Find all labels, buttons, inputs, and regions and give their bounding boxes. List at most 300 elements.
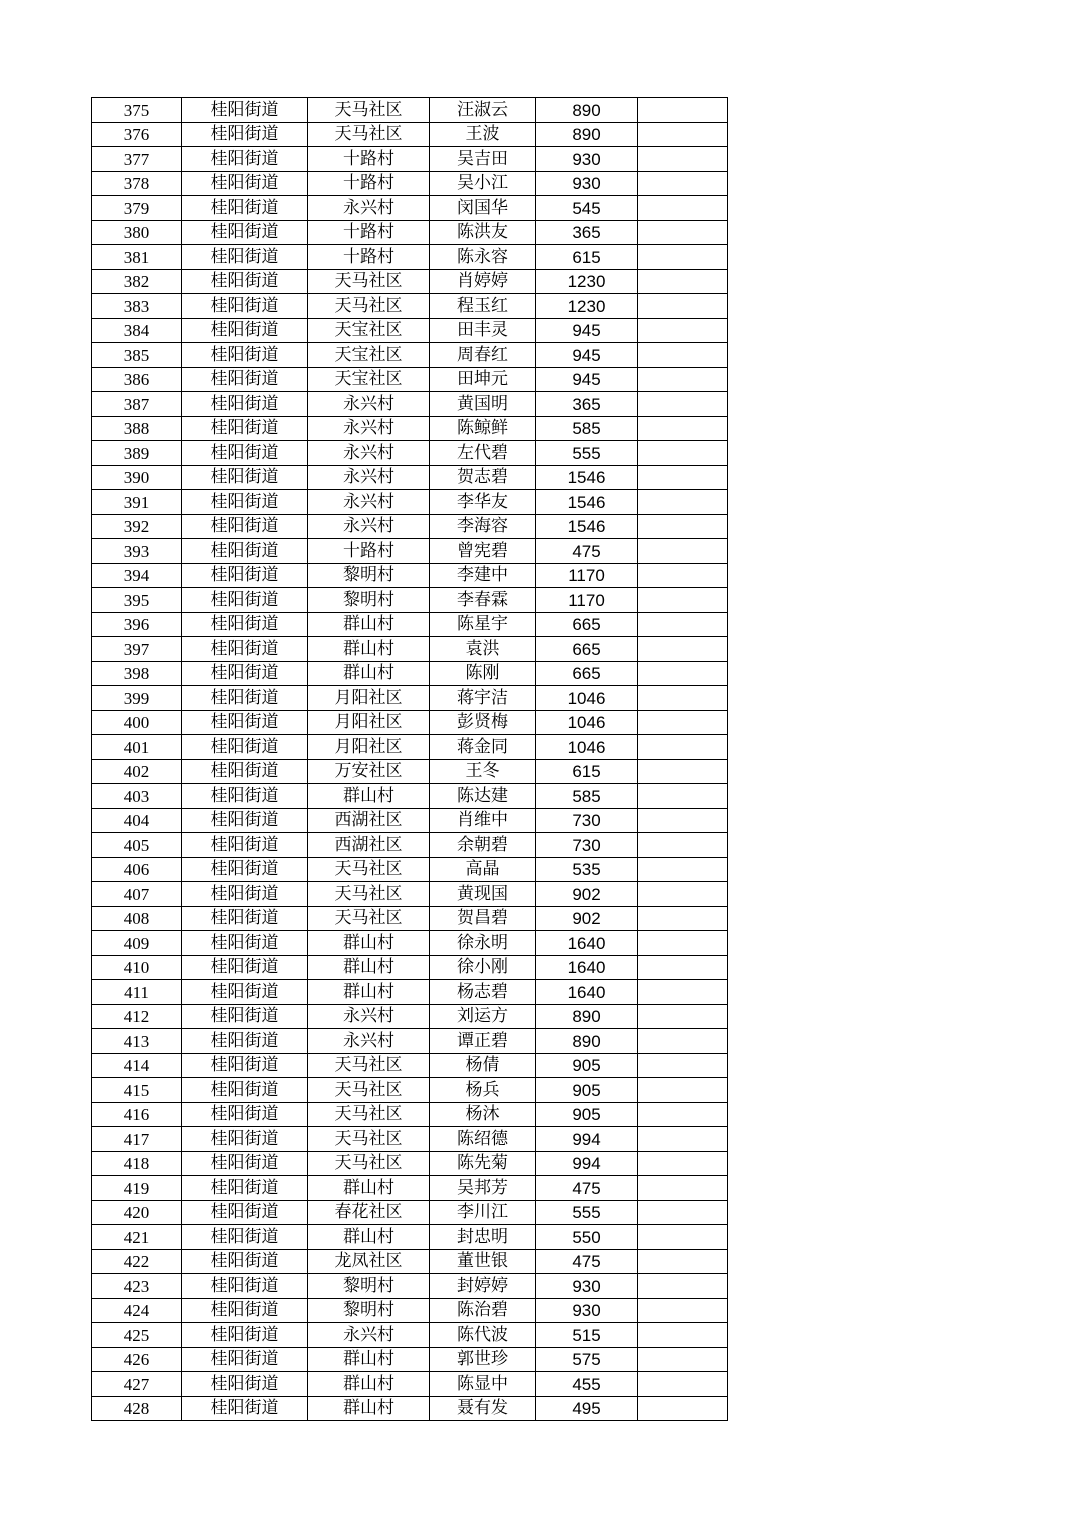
name-cell: 贺昌碧 [430, 906, 536, 931]
row-number-cell: 408 [92, 906, 182, 931]
name-cell: 李春霖 [430, 588, 536, 613]
amount-cell: 535 [536, 857, 638, 882]
street-cell: 桂阳街道 [182, 1347, 308, 1372]
table-row [92, 220, 728, 245]
name-cell: 程玉红 [430, 294, 536, 319]
remark-cell [638, 980, 728, 1005]
table-row [92, 1323, 728, 1348]
street-cell: 桂阳街道 [182, 514, 308, 539]
name-cell: 吴小江 [430, 171, 536, 196]
table-body [92, 98, 728, 1421]
name-cell: 陈刚 [430, 661, 536, 686]
remark-cell [638, 833, 728, 858]
table-row [92, 514, 728, 539]
table-row [92, 710, 728, 735]
amount-cell: 945 [536, 367, 638, 392]
remark-cell [638, 1372, 728, 1397]
remark-cell [638, 955, 728, 980]
table-row [92, 980, 728, 1005]
remark-cell [638, 686, 728, 711]
village-cell: 十路村 [308, 245, 430, 270]
table-row [92, 147, 728, 172]
village-cell: 永兴村 [308, 1029, 430, 1054]
street-cell: 桂阳街道 [182, 196, 308, 221]
table-row [92, 882, 728, 907]
row-number-cell: 397 [92, 637, 182, 662]
table-row [92, 269, 728, 294]
remark-cell [638, 1396, 728, 1421]
table-row [92, 735, 728, 760]
street-cell: 桂阳街道 [182, 637, 308, 662]
name-cell: 曾宪碧 [430, 539, 536, 564]
remark-cell [638, 710, 728, 735]
row-number-cell: 395 [92, 588, 182, 613]
table-row [92, 1029, 728, 1054]
village-cell: 永兴村 [308, 514, 430, 539]
row-number-cell: 420 [92, 1200, 182, 1225]
street-cell: 桂阳街道 [182, 1029, 308, 1054]
row-number-cell: 417 [92, 1127, 182, 1152]
amount-cell: 1230 [536, 294, 638, 319]
remark-cell [638, 514, 728, 539]
amount-cell: 930 [536, 147, 638, 172]
row-number-cell: 392 [92, 514, 182, 539]
name-cell: 李川江 [430, 1200, 536, 1225]
remark-cell [638, 906, 728, 931]
table-row [92, 1298, 728, 1323]
name-cell: 田坤元 [430, 367, 536, 392]
row-number-cell: 391 [92, 490, 182, 515]
table-row [92, 171, 728, 196]
village-cell: 西湖社区 [308, 833, 430, 858]
village-cell: 天马社区 [308, 857, 430, 882]
name-cell: 彭贤梅 [430, 710, 536, 735]
village-cell: 群山村 [308, 784, 430, 809]
row-number-cell: 404 [92, 808, 182, 833]
amount-cell: 1170 [536, 563, 638, 588]
village-cell: 万安社区 [308, 759, 430, 784]
street-cell: 桂阳街道 [182, 122, 308, 147]
village-cell: 十路村 [308, 147, 430, 172]
table-row [92, 857, 728, 882]
row-number-cell: 406 [92, 857, 182, 882]
street-cell: 桂阳街道 [182, 882, 308, 907]
table-row [92, 490, 728, 515]
table-row [92, 1225, 728, 1250]
row-number-cell: 427 [92, 1372, 182, 1397]
amount-cell: 1640 [536, 980, 638, 1005]
remark-cell [638, 294, 728, 319]
name-cell: 左代碧 [430, 441, 536, 466]
remark-cell [638, 1298, 728, 1323]
amount-cell: 585 [536, 784, 638, 809]
name-cell: 封婷婷 [430, 1274, 536, 1299]
village-cell: 永兴村 [308, 490, 430, 515]
street-cell: 桂阳街道 [182, 490, 308, 515]
amount-cell: 665 [536, 661, 638, 686]
amount-cell: 475 [536, 1249, 638, 1274]
remark-cell [638, 441, 728, 466]
row-number-cell: 428 [92, 1396, 182, 1421]
row-number-cell: 390 [92, 465, 182, 490]
remark-cell [638, 637, 728, 662]
street-cell: 桂阳街道 [182, 1323, 308, 1348]
name-cell: 蒋金同 [430, 735, 536, 760]
table-row [92, 1004, 728, 1029]
street-cell: 桂阳街道 [182, 1274, 308, 1299]
village-cell: 天宝社区 [308, 367, 430, 392]
amount-cell: 1046 [536, 686, 638, 711]
remark-cell [638, 1053, 728, 1078]
street-cell: 桂阳街道 [182, 735, 308, 760]
remark-cell [638, 1078, 728, 1103]
village-cell: 十路村 [308, 171, 430, 196]
name-cell: 陈先菊 [430, 1151, 536, 1176]
table-row [92, 343, 728, 368]
village-cell: 群山村 [308, 1176, 430, 1201]
row-number-cell: 419 [92, 1176, 182, 1201]
village-cell: 天马社区 [308, 882, 430, 907]
name-cell: 贺志碧 [430, 465, 536, 490]
street-cell: 桂阳街道 [182, 1004, 308, 1029]
village-cell: 天马社区 [308, 1078, 430, 1103]
street-cell: 桂阳街道 [182, 1249, 308, 1274]
row-number-cell: 423 [92, 1274, 182, 1299]
remark-cell [638, 808, 728, 833]
name-cell: 汪淑云 [430, 98, 536, 123]
table-row [92, 1151, 728, 1176]
amount-cell: 1046 [536, 710, 638, 735]
name-cell: 杨兵 [430, 1078, 536, 1103]
street-cell: 桂阳街道 [182, 98, 308, 123]
remark-cell [638, 318, 728, 343]
village-cell: 春花社区 [308, 1200, 430, 1225]
table-row [92, 98, 728, 123]
village-cell: 天马社区 [308, 906, 430, 931]
street-cell: 桂阳街道 [182, 1225, 308, 1250]
row-number-cell: 399 [92, 686, 182, 711]
name-cell: 杨志碧 [430, 980, 536, 1005]
remark-cell [638, 147, 728, 172]
remark-cell [638, 1323, 728, 1348]
street-cell: 桂阳街道 [182, 416, 308, 441]
name-cell: 周春红 [430, 343, 536, 368]
village-cell: 天宝社区 [308, 343, 430, 368]
amount-cell: 994 [536, 1127, 638, 1152]
name-cell: 李海容 [430, 514, 536, 539]
village-cell: 群山村 [308, 931, 430, 956]
row-number-cell: 379 [92, 196, 182, 221]
row-number-cell: 382 [92, 269, 182, 294]
row-number-cell: 400 [92, 710, 182, 735]
village-cell: 黎明村 [308, 1298, 430, 1323]
table-row [92, 588, 728, 613]
row-number-cell: 378 [92, 171, 182, 196]
name-cell: 陈洪友 [430, 220, 536, 245]
remark-cell [638, 220, 728, 245]
name-cell: 郭世珍 [430, 1347, 536, 1372]
amount-cell: 1546 [536, 514, 638, 539]
name-cell: 聂有发 [430, 1396, 536, 1421]
remark-cell [638, 759, 728, 784]
amount-cell: 515 [536, 1323, 638, 1348]
street-cell: 桂阳街道 [182, 220, 308, 245]
remark-cell [638, 1102, 728, 1127]
street-cell: 桂阳街道 [182, 588, 308, 613]
village-cell: 天马社区 [308, 269, 430, 294]
table-row [92, 122, 728, 147]
amount-cell: 905 [536, 1078, 638, 1103]
village-cell: 龙凤社区 [308, 1249, 430, 1274]
table-row [92, 1127, 728, 1152]
row-number-cell: 376 [92, 122, 182, 147]
table-row [92, 1372, 728, 1397]
remark-cell [638, 882, 728, 907]
name-cell: 陈永容 [430, 245, 536, 270]
village-cell: 永兴村 [308, 1004, 430, 1029]
village-cell: 月阳社区 [308, 710, 430, 735]
row-number-cell: 388 [92, 416, 182, 441]
street-cell: 桂阳街道 [182, 1127, 308, 1152]
row-number-cell: 416 [92, 1102, 182, 1127]
name-cell: 袁洪 [430, 637, 536, 662]
name-cell: 徐永明 [430, 931, 536, 956]
table-row [92, 318, 728, 343]
amount-cell: 930 [536, 1298, 638, 1323]
table-row [92, 392, 728, 417]
name-cell: 王冬 [430, 759, 536, 784]
amount-cell: 1170 [536, 588, 638, 613]
amount-cell: 365 [536, 220, 638, 245]
remark-cell [638, 269, 728, 294]
village-cell: 天马社区 [308, 1102, 430, 1127]
remark-cell [638, 931, 728, 956]
remark-cell [638, 563, 728, 588]
table-row [92, 637, 728, 662]
street-cell: 桂阳街道 [182, 980, 308, 1005]
data-table [91, 97, 728, 1421]
name-cell: 闵国华 [430, 196, 536, 221]
village-cell: 黎明村 [308, 588, 430, 613]
row-number-cell: 426 [92, 1347, 182, 1372]
remark-cell [638, 1176, 728, 1201]
amount-cell: 1640 [536, 931, 638, 956]
remark-cell [638, 1249, 728, 1274]
amount-cell: 665 [536, 637, 638, 662]
street-cell: 桂阳街道 [182, 833, 308, 858]
row-number-cell: 402 [92, 759, 182, 784]
amount-cell: 555 [536, 1200, 638, 1225]
remark-cell [638, 245, 728, 270]
village-cell: 天马社区 [308, 1053, 430, 1078]
street-cell: 桂阳街道 [182, 1200, 308, 1225]
village-cell: 永兴村 [308, 441, 430, 466]
street-cell: 桂阳街道 [182, 441, 308, 466]
amount-cell: 890 [536, 122, 638, 147]
remark-cell [638, 171, 728, 196]
name-cell: 陈星宇 [430, 612, 536, 637]
row-number-cell: 393 [92, 539, 182, 564]
amount-cell: 930 [536, 1274, 638, 1299]
amount-cell: 1230 [536, 269, 638, 294]
name-cell: 蒋宇洁 [430, 686, 536, 711]
row-number-cell: 381 [92, 245, 182, 270]
table-row [92, 612, 728, 637]
village-cell: 永兴村 [308, 465, 430, 490]
street-cell: 桂阳街道 [182, 392, 308, 417]
amount-cell: 575 [536, 1347, 638, 1372]
street-cell: 桂阳街道 [182, 686, 308, 711]
street-cell: 桂阳街道 [182, 710, 308, 735]
street-cell: 桂阳街道 [182, 906, 308, 931]
village-cell: 天宝社区 [308, 318, 430, 343]
row-number-cell: 384 [92, 318, 182, 343]
village-cell: 十路村 [308, 539, 430, 564]
village-cell: 群山村 [308, 1347, 430, 1372]
name-cell: 杨沐 [430, 1102, 536, 1127]
row-number-cell: 418 [92, 1151, 182, 1176]
row-number-cell: 383 [92, 294, 182, 319]
remark-cell [638, 122, 728, 147]
row-number-cell: 377 [92, 147, 182, 172]
village-cell: 十路村 [308, 220, 430, 245]
village-cell: 永兴村 [308, 196, 430, 221]
row-number-cell: 405 [92, 833, 182, 858]
amount-cell: 890 [536, 1004, 638, 1029]
remark-cell [638, 98, 728, 123]
amount-cell: 1546 [536, 465, 638, 490]
village-cell: 群山村 [308, 637, 430, 662]
table-row [92, 686, 728, 711]
name-cell: 余朝碧 [430, 833, 536, 858]
amount-cell: 994 [536, 1151, 638, 1176]
row-number-cell: 421 [92, 1225, 182, 1250]
name-cell: 陈代波 [430, 1323, 536, 1348]
street-cell: 桂阳街道 [182, 318, 308, 343]
amount-cell: 615 [536, 245, 638, 270]
row-number-cell: 412 [92, 1004, 182, 1029]
village-cell: 群山村 [308, 1372, 430, 1397]
remark-cell [638, 392, 728, 417]
remark-cell [638, 416, 728, 441]
remark-cell [638, 1004, 728, 1029]
table-row [92, 1347, 728, 1372]
table-row [92, 661, 728, 686]
table-row [92, 1396, 728, 1421]
table-row [92, 955, 728, 980]
remark-cell [638, 857, 728, 882]
village-cell: 永兴村 [308, 392, 430, 417]
remark-cell [638, 1127, 728, 1152]
street-cell: 桂阳街道 [182, 343, 308, 368]
amount-cell: 1640 [536, 955, 638, 980]
street-cell: 桂阳街道 [182, 269, 308, 294]
street-cell: 桂阳街道 [182, 808, 308, 833]
village-cell: 西湖社区 [308, 808, 430, 833]
amount-cell: 890 [536, 98, 638, 123]
street-cell: 桂阳街道 [182, 931, 308, 956]
remark-cell [638, 1029, 728, 1054]
amount-cell: 365 [536, 392, 638, 417]
row-number-cell: 425 [92, 1323, 182, 1348]
amount-cell: 890 [536, 1029, 638, 1054]
table-row [92, 759, 728, 784]
street-cell: 桂阳街道 [182, 612, 308, 637]
street-cell: 桂阳街道 [182, 661, 308, 686]
row-number-cell: 394 [92, 563, 182, 588]
amount-cell: 475 [536, 1176, 638, 1201]
name-cell: 肖婷婷 [430, 269, 536, 294]
row-number-cell: 415 [92, 1078, 182, 1103]
amount-cell: 905 [536, 1102, 638, 1127]
table-row [92, 245, 728, 270]
row-number-cell: 410 [92, 955, 182, 980]
remark-cell [638, 661, 728, 686]
street-cell: 桂阳街道 [182, 955, 308, 980]
amount-cell: 945 [536, 318, 638, 343]
street-cell: 桂阳街道 [182, 1151, 308, 1176]
remark-cell [638, 343, 728, 368]
table-row [92, 833, 728, 858]
remark-cell [638, 1151, 728, 1176]
name-cell: 徐小刚 [430, 955, 536, 980]
name-cell: 刘运方 [430, 1004, 536, 1029]
street-cell: 桂阳街道 [182, 563, 308, 588]
amount-cell: 455 [536, 1372, 638, 1397]
amount-cell: 550 [536, 1225, 638, 1250]
name-cell: 杨倩 [430, 1053, 536, 1078]
remark-cell [638, 367, 728, 392]
remark-cell [638, 735, 728, 760]
table-row [92, 1176, 728, 1201]
row-number-cell: 387 [92, 392, 182, 417]
street-cell: 桂阳街道 [182, 294, 308, 319]
amount-cell: 495 [536, 1396, 638, 1421]
amount-cell: 1046 [536, 735, 638, 760]
village-cell: 群山村 [308, 1396, 430, 1421]
name-cell: 陈治碧 [430, 1298, 536, 1323]
row-number-cell: 389 [92, 441, 182, 466]
row-number-cell: 380 [92, 220, 182, 245]
amount-cell: 905 [536, 1053, 638, 1078]
street-cell: 桂阳街道 [182, 539, 308, 564]
street-cell: 桂阳街道 [182, 367, 308, 392]
village-cell: 群山村 [308, 1225, 430, 1250]
street-cell: 桂阳街道 [182, 171, 308, 196]
village-cell: 天马社区 [308, 122, 430, 147]
amount-cell: 902 [536, 882, 638, 907]
street-cell: 桂阳街道 [182, 759, 308, 784]
row-number-cell: 413 [92, 1029, 182, 1054]
village-cell: 永兴村 [308, 1323, 430, 1348]
row-number-cell: 411 [92, 980, 182, 1005]
row-number-cell: 414 [92, 1053, 182, 1078]
table-row [92, 1200, 728, 1225]
name-cell: 陈鲸鲜 [430, 416, 536, 441]
row-number-cell: 401 [92, 735, 182, 760]
amount-cell: 945 [536, 343, 638, 368]
street-cell: 桂阳街道 [182, 1053, 308, 1078]
remark-cell [638, 490, 728, 515]
name-cell: 吴邦芳 [430, 1176, 536, 1201]
table-row [92, 1249, 728, 1274]
table-row [92, 906, 728, 931]
remark-cell [638, 1225, 728, 1250]
amount-cell: 665 [536, 612, 638, 637]
row-number-cell: 407 [92, 882, 182, 907]
table-row [92, 931, 728, 956]
amount-cell: 475 [536, 539, 638, 564]
